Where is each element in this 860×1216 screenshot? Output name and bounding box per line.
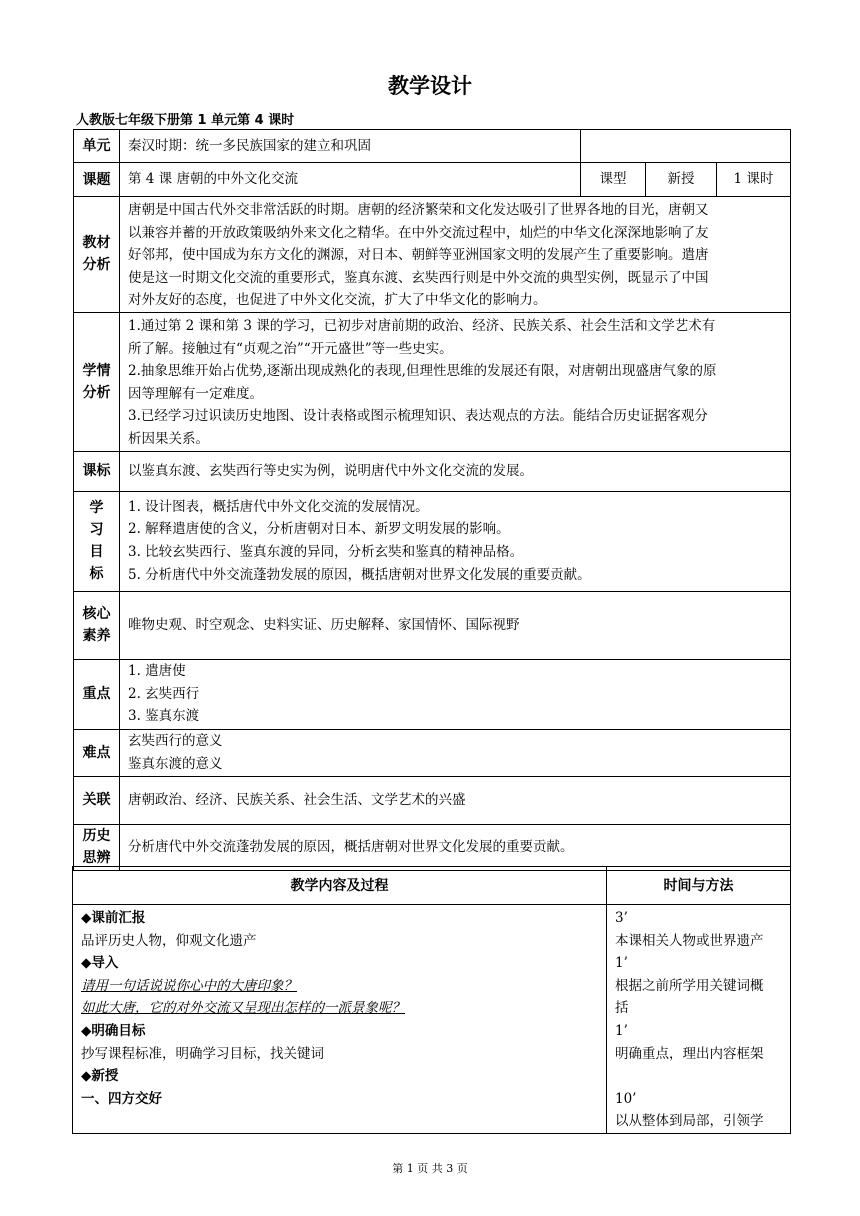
standard-value: 以鉴真东渡、玄奘西行等史实为例，说明唐代中外文化交流的发展。 [120, 451, 791, 491]
teaching-process-table [72, 866, 791, 1134]
literacy-value: 唯物史观、时空观念、史料实证、历史解释、家国情怀、国际视野 [120, 591, 791, 659]
unit-empty-cell [581, 130, 791, 163]
section-heading: ◆新授 [81, 1068, 119, 1085]
textbook-line: 对外友好的态度，也促进了中外文化交流，扩大了中华文化的影响力。 [128, 292, 547, 309]
objectives-label-char: 标 [89, 566, 104, 583]
thinking-label-line: 历史 [82, 828, 111, 845]
students-label-line: 学情 [82, 362, 111, 379]
document-title: 教学设计 [388, 74, 472, 98]
relation-label: 关联 [74, 776, 120, 824]
time-method-line: 1’ [615, 1022, 628, 1039]
section-heading: ◆课前汇报 [81, 910, 146, 926]
thinking-value: 分析唐代中外交流蓬勃发展的原因，概括唐朝对世界文化发展的重要贡献。 [120, 824, 791, 870]
unit-value: 秦汉时期：统一多民族国家的建立和巩固 [120, 130, 581, 163]
key-row [74, 659, 791, 729]
process-header-left: 教学内容及过程 [73, 867, 607, 905]
students-line: 2.抽象思维开始占优势,逐渐出现成熟化的表现,但理性思维的发展还有限，对唐朝出现盛唐气象的原 [128, 363, 717, 380]
literacy-label-line: 核心 [82, 606, 111, 623]
time-method-line: 1’ [615, 955, 628, 972]
thinking-label [74, 824, 120, 870]
page-footer: 第 1 页 共 3 页 [392, 1162, 468, 1175]
objectives-label-char: 学 [89, 500, 104, 517]
process-body-row [73, 905, 791, 1134]
textbook-line: 唐朝是中国古代外交非常活跃的时期。唐朝的经济繁荣和文化发达吸引了世界各地的目光，唐朝又 [128, 202, 709, 218]
time-method-line: 本课相关人物或世界遗产 [615, 932, 764, 949]
difficult-line: 玄奘西行的意义 [128, 732, 223, 749]
difficult-row [74, 729, 791, 776]
students-line: 所了解。接触过有“贞观之治”“开元盛世”等一些史实。 [128, 340, 453, 357]
section-heading: ◆明确目标 [81, 1022, 146, 1039]
textbook-row [74, 197, 791, 313]
students-label [74, 312, 120, 451]
process-header-right: 时间与方法 [607, 867, 791, 905]
textbook-label-line: 教材 [82, 235, 111, 252]
difficult-line: 鉴真东渡的意义 [128, 755, 223, 772]
students-line: 析因果关系。 [128, 430, 209, 447]
time-method-line [615, 1065, 790, 1088]
thinking-row [74, 824, 791, 870]
time-method-line: 以从整体到局部，引领学 [615, 1113, 764, 1130]
key-line: 2. 玄奘西行 [128, 685, 200, 702]
textbook-content [120, 197, 791, 313]
section-heading: ◆导入 [81, 955, 119, 972]
time-method-line: 10’ [615, 1090, 637, 1107]
students-row [74, 312, 791, 451]
students-label-line: 分析 [82, 384, 111, 401]
topic-label: 课题 [74, 163, 120, 197]
time-method-line: 明确重点，理出内容框架 [615, 1045, 764, 1062]
literacy-label-line: 素养 [82, 628, 111, 645]
thinking-label-line: 思辨 [82, 850, 111, 867]
lesson-type-value: 新授 [646, 163, 717, 197]
objectives-label-char: 习 [89, 522, 104, 539]
literacy-label [74, 591, 120, 659]
standard-label: 课标 [74, 451, 120, 491]
students-line: 因等理解有一定难度。 [128, 385, 263, 402]
students-line: 3.已经学习过识读历史地图、设计表格或图示梳理知识、表达观点的方法。能结合历史证据客观分 [128, 408, 708, 425]
time-method-line: 根据之前所学用关键词概 [615, 977, 764, 994]
unit-label: 单元 [74, 130, 120, 163]
time-method-line: 3’ [615, 910, 628, 926]
objectives-label-char: 目 [89, 544, 104, 561]
relation-row [74, 776, 791, 824]
key-line: 1. 遣唐使 [128, 663, 186, 680]
relation-value: 唐朝政治、经济、民族关系、社会生活、文学艺术的兴盛 [120, 776, 791, 824]
process-content [73, 905, 607, 1134]
lesson-info-table [73, 129, 791, 871]
unit-row [74, 130, 791, 163]
lesson-hours: 1 课时 [717, 163, 791, 197]
objective-line: 2. 解释遣唐使的含义，分析唐朝对日本、新罗文明发展的影响。 [128, 521, 510, 538]
textbook-line: 使是这一时期文化交流的重要形式，鉴真东渡、玄奘西行则是中外交流的典型实例，既显示了中国 [128, 269, 709, 286]
objectives-label [74, 491, 120, 591]
difficult-content [120, 729, 791, 776]
key-content [120, 659, 791, 729]
objectives-content [120, 491, 791, 591]
textbook-label-line: 分析 [82, 257, 111, 274]
key-line: 3. 鉴真东渡 [128, 708, 200, 725]
objective-line: 5. 分析唐代中外交流蓬勃发展的原因，概括唐朝对世界文化发展的重要贡献。 [128, 566, 591, 583]
key-label: 重点 [74, 659, 120, 729]
literacy-row [74, 591, 791, 659]
textbook-label [74, 197, 120, 313]
process-line: 抄写课程标准，明确学习目标，找关键词 [81, 1045, 324, 1062]
time-method-content [607, 905, 791, 1134]
students-line: 1.通过第 2 课和第 3 课的学习，已初步对唐前期的政治、经济、民族关系、社会生活和文学艺术有 [128, 317, 716, 334]
document-subtitle: 人教版七年级下册第 1 单元第 4 课时 [76, 113, 295, 128]
textbook-line: 以兼容并蓄的开放政策吸纳外来文化之精华。在中外交流过程中，灿烂的中华文化深深地影响了友 [128, 224, 709, 241]
process-header-row [73, 867, 791, 905]
objectives-row [74, 491, 791, 591]
students-content [120, 312, 791, 451]
process-question: 如此大唐，它的对外交流又呈现出怎样的一派景象呢？ [81, 1000, 405, 1017]
textbook-line: 好邻邦，使中国成为东方文化的渊源，对日本、朝鲜等亚洲国家文明的发展产生了重要影响。遣唐 [128, 247, 709, 264]
process-line: 品评历史人物，仰观文化遗产 [81, 932, 257, 949]
objective-line: 1. 设计图表，概括唐代中外文化交流的发展情况。 [128, 498, 429, 515]
time-method-line: 括 [615, 1000, 629, 1017]
lesson-type-label: 课型 [581, 163, 646, 197]
difficult-label: 难点 [74, 729, 120, 776]
process-question: 请用一句话说说你心中的大唐印象？ [81, 977, 297, 994]
objective-line: 3. 比较玄奘西行、鉴真东渡的异同，分析玄奘和鉴真的精神品格。 [128, 544, 524, 561]
standard-row [74, 451, 791, 491]
section-heading: 一、四方交好 [81, 1090, 162, 1107]
topic-value: 第 4 课 唐朝的中外文化交流 [120, 163, 581, 197]
topic-row [74, 163, 791, 197]
